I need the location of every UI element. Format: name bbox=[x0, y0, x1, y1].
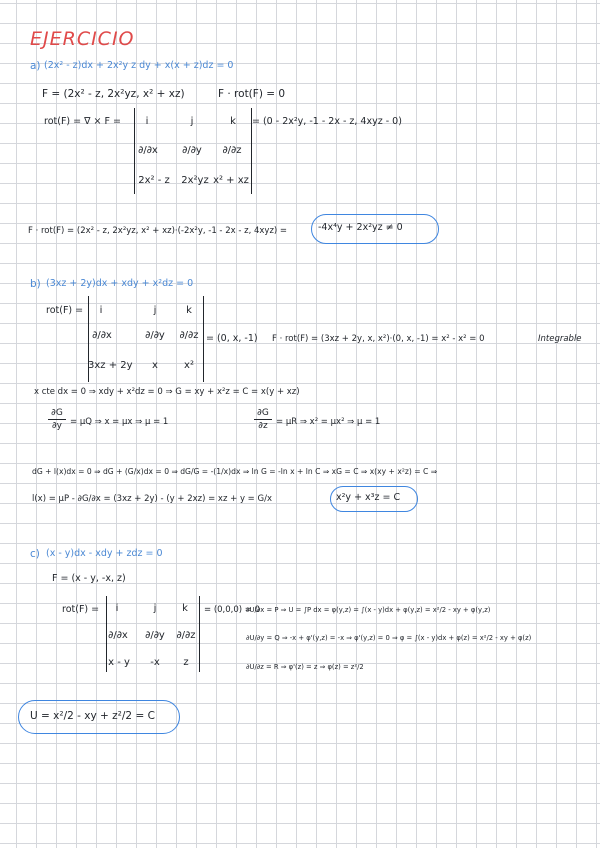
part-a-cell-1-2: ∂/∂z bbox=[222, 145, 242, 156]
part-b-x-cte-line: x cte dx = 0 ⇒ xdy + x²dz = 0 ⇒ G = xy + x²z = C = x(y + xz) bbox=[34, 387, 300, 397]
part-c-cell-2-1: -x bbox=[150, 657, 160, 668]
part-a-dot-result: -4x⁴y + 2x²yz ≠ 0 bbox=[318, 222, 403, 233]
part-b-result: x²y + x³z = C bbox=[336, 492, 401, 503]
part-b-rot-label: rot(F) = bbox=[46, 305, 84, 316]
part-b-integrable: Integrable bbox=[538, 334, 582, 344]
part-b-cell-2-1: x bbox=[152, 360, 158, 371]
part-b-label: b) bbox=[30, 278, 41, 290]
part-b-equation: (3xz + 2y)dx + xdy + x²dz = 0 bbox=[46, 278, 194, 289]
part-b-mu-line-1: = μQ ⇒ x = μx ⇒ μ = 1 bbox=[70, 417, 169, 427]
part-b-cell-1-2: ∂/∂z bbox=[179, 330, 199, 341]
part-c-result: U = x²/2 - xy + z²/2 = C bbox=[30, 710, 155, 722]
part-c-label: c) bbox=[30, 548, 40, 560]
part-a-cell-2-0: 2x² - z bbox=[138, 175, 170, 186]
part-c-eq1: ∂U/∂x = P ⇒ U = ∫P dx = φ(y,z) = ∫(x - y)dx + φ(y,z) = x²/2 - xy + φ(y,z) bbox=[246, 606, 491, 614]
part-c-cell-1-1: ∂/∂y bbox=[145, 630, 165, 641]
part-b-mu-line-2: = μR ⇒ x² = μx² ⇒ μ = 1 bbox=[276, 417, 381, 427]
part-b-cell-1-0: ∂/∂x bbox=[92, 330, 112, 341]
part-a-dot-line: F · rot(F) = (2x² - z, 2x²yz, x² + xz)·(-2x²y, -1 - 2x - z, 4xyz) = bbox=[28, 226, 288, 236]
part-c-rot-label: rot(F) = bbox=[62, 604, 100, 615]
part-b-l-line: l(x) = μP - ∂G/∂x = (3xz + 2y) - (y + 2xz) = xz + y = G/x bbox=[32, 494, 272, 504]
part-a-condition: F · rot(F) = 0 bbox=[218, 88, 286, 100]
part-c-equation: (x - y)dx - xdy + zdz = 0 bbox=[46, 548, 163, 559]
part-a-rot-label: rot(F) = ∇ × F = bbox=[44, 116, 121, 127]
part-c-cell-2-0: x - y bbox=[108, 657, 130, 668]
part-a-cell-1-1: ∂/∂y bbox=[182, 145, 202, 156]
part-c-cell-0-2: k bbox=[182, 603, 188, 614]
part-a-cell-0-2: k bbox=[230, 116, 236, 127]
part-b-cell-1-1: ∂/∂y bbox=[145, 330, 165, 341]
part-c-eq2: ∂U/∂y = Q ⇒ -x + φ'(y,z) = -x ⇒ φ'(y,z) = 0 ⇒ φ = ∫(x - y)dx + φ(z) = x²/2 - xy + φ(z) bbox=[246, 634, 532, 642]
part-a-rot-result: = (0 - 2x²y, -1 - 2x - z, 4xyz - 0) bbox=[252, 116, 402, 127]
part-a-cell-1-0: ∂/∂x bbox=[138, 145, 158, 156]
part-b-frac-dg-dz: ∂G ∂z bbox=[254, 408, 272, 431]
part-b-cell-0-2: k bbox=[186, 305, 192, 316]
part-b-cell-0-1: j bbox=[153, 305, 157, 316]
part-c-cell-0-0: i bbox=[115, 603, 119, 614]
part-a-cell-0-1: j bbox=[190, 116, 194, 127]
part-c-cell-0-1: j bbox=[153, 603, 157, 614]
part-c-field: F = (x - y, -x, z) bbox=[52, 573, 126, 584]
part-a-cell-0-0: i bbox=[145, 116, 149, 127]
exercise-title: EJERCICIO bbox=[30, 28, 135, 50]
part-a-label: a) bbox=[30, 60, 41, 72]
part-b-dg-line: dG + l(x)dx = 0 ⇒ dG + (G/x)dx = 0 ⇒ dG/G = -(1/x)dx ⇒ ln G = -ln x + ln C ⇒ xG = C ⇒ x(xy + x²z) = C ⇒ bbox=[32, 467, 438, 476]
part-a-equation: (2x² - z)dx + 2x²y z dy + x(x + z)dz = 0 bbox=[44, 60, 234, 71]
part-b-rot-result: = (0, x, -1) bbox=[206, 333, 258, 344]
part-b-dot-line: F · rot(F) = (3xz + 2y, x, x²)·(0, x, -1) = x² - x² = 0 bbox=[272, 334, 485, 344]
part-b-cell-2-2: x² bbox=[184, 360, 194, 371]
part-a-cell-2-1: 2x²yz bbox=[181, 175, 209, 186]
part-c-cell-1-2: ∂/∂z bbox=[176, 630, 196, 641]
part-a-cell-2-2: x² + xz bbox=[213, 175, 249, 186]
part-b-frac-dg-dy: ∂G ∂y bbox=[48, 408, 66, 431]
part-a-field: F = (2x² - z, 2x²yz, x² + xz) bbox=[42, 88, 185, 100]
part-c-cell-2-2: z bbox=[183, 657, 189, 668]
part-c-eq3: ∂U/∂z = R ⇒ φ'(z) = z ⇒ φ(z) = z²/2 bbox=[246, 663, 364, 671]
part-c-rot-result: = (0,0,0) = 0 bbox=[204, 605, 261, 615]
part-b-cell-0-0: i bbox=[99, 305, 103, 316]
part-c-cell-1-0: ∂/∂x bbox=[108, 630, 128, 641]
part-b-cell-2-0: 3xz + 2y bbox=[88, 360, 133, 371]
